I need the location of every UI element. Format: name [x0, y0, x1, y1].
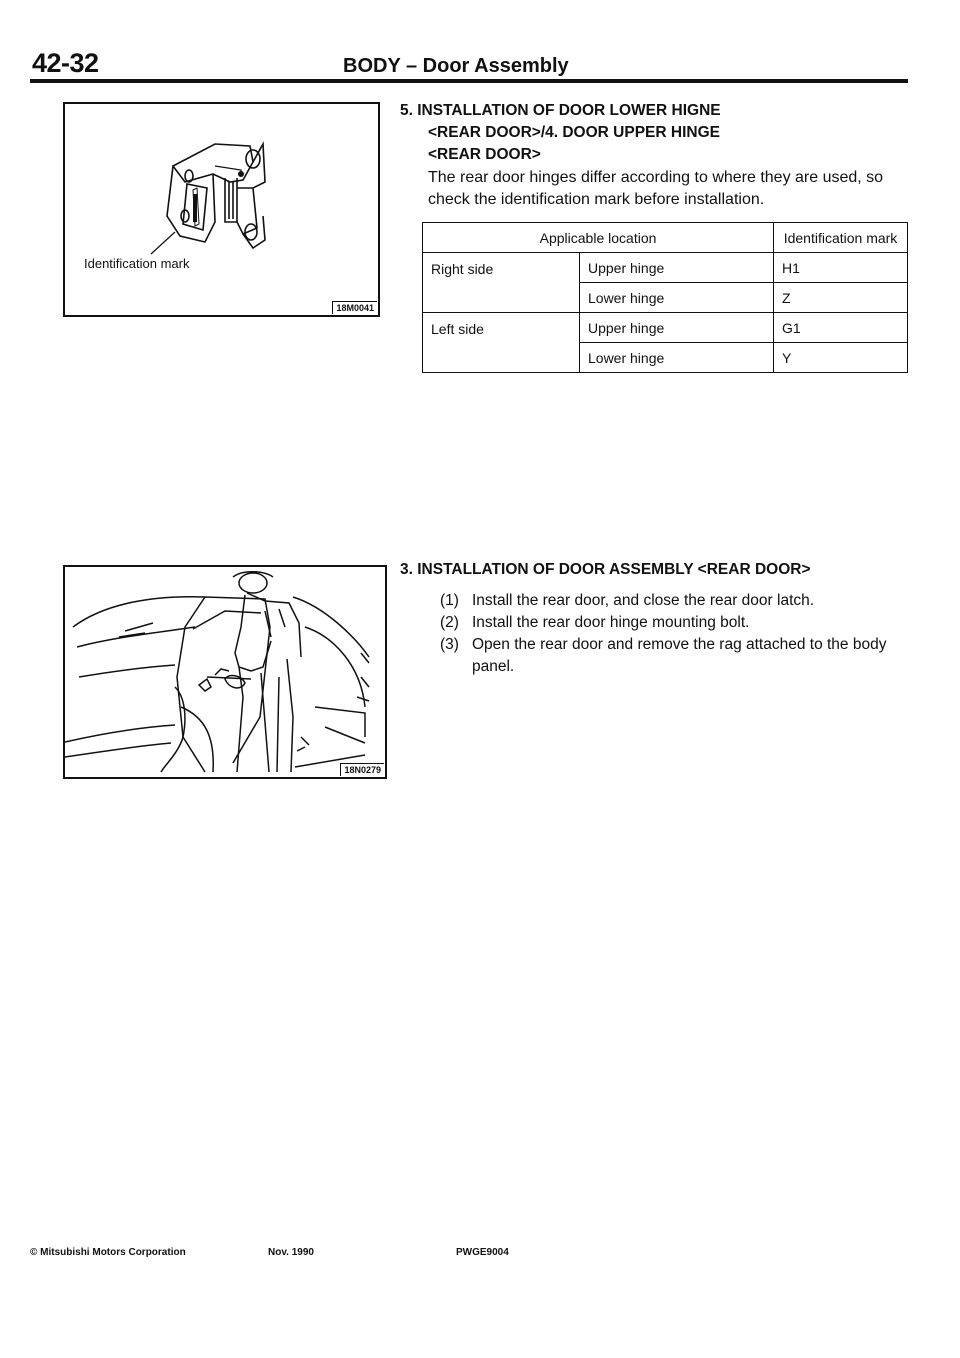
table-cell-mark: Y [774, 343, 908, 373]
table-cell-hinge: Upper hinge [580, 313, 774, 343]
figure-code: 18M0041 [332, 301, 377, 314]
section5-title-line3: <REAR DOOR> [428, 146, 541, 163]
table-cell-mark: H1 [774, 253, 908, 283]
table-row [423, 253, 908, 283]
table-cell-side: Right side [423, 253, 580, 313]
page-title: BODY – Door Assembly [343, 55, 569, 77]
table-cell-mark: Z [774, 283, 908, 313]
section3-steps [440, 590, 910, 678]
section5-title-line1: 5. INSTALLATION OF DOOR LOWER HIGNE [400, 102, 721, 119]
footer-copyright: © Mitsubishi Motors Corporation [30, 1247, 186, 1258]
page-number: 42-32 [32, 48, 99, 78]
table-cell-hinge: Lower hinge [580, 283, 774, 313]
section5-body: The rear door hinges differ according to where they are used, so check the identification mark before installation. [428, 169, 884, 208]
step-text: Install the rear door, and close the rear door latch. [472, 592, 815, 609]
table-cell-side: Left side [423, 313, 580, 373]
table-header-row [423, 223, 908, 253]
list-item [440, 612, 910, 634]
step-text: Open the rear door and remove the rag attached to the body panel. [472, 636, 887, 675]
section3-title: 3. INSTALLATION OF DOOR ASSEMBLY <REAR DOOR> [400, 561, 811, 578]
section5-title-line2: <REAR DOOR>/4. DOOR UPPER HINGE [428, 124, 720, 141]
footer-date: Nov. 1990 [268, 1247, 314, 1258]
table-header-location: Applicable location [423, 223, 774, 253]
header-rule [30, 79, 908, 83]
hinge-identification-table [422, 222, 908, 373]
table-cell-mark: G1 [774, 313, 908, 343]
step-number: (3) [440, 636, 459, 653]
hinge-illustration [65, 104, 378, 315]
step-number: (2) [440, 614, 459, 631]
hinge-figure [63, 102, 380, 317]
list-item [440, 590, 910, 612]
identification-mark-label: Identification mark [84, 256, 190, 271]
table-header-mark: Identification mark [774, 223, 908, 253]
door-installation-illustration [65, 567, 385, 777]
table-row [423, 313, 908, 343]
step-text: Install the rear door hinge mounting bolt. [472, 614, 750, 631]
figure-code: 18N0279 [340, 763, 384, 776]
door-installation-figure [63, 565, 387, 779]
table-cell-hinge: Upper hinge [580, 253, 774, 283]
list-item [440, 634, 910, 678]
section5-title [400, 100, 920, 166]
footer-doc-code: PWGE9004 [456, 1247, 509, 1258]
step-number: (1) [440, 592, 459, 609]
table-cell-hinge: Lower hinge [580, 343, 774, 373]
